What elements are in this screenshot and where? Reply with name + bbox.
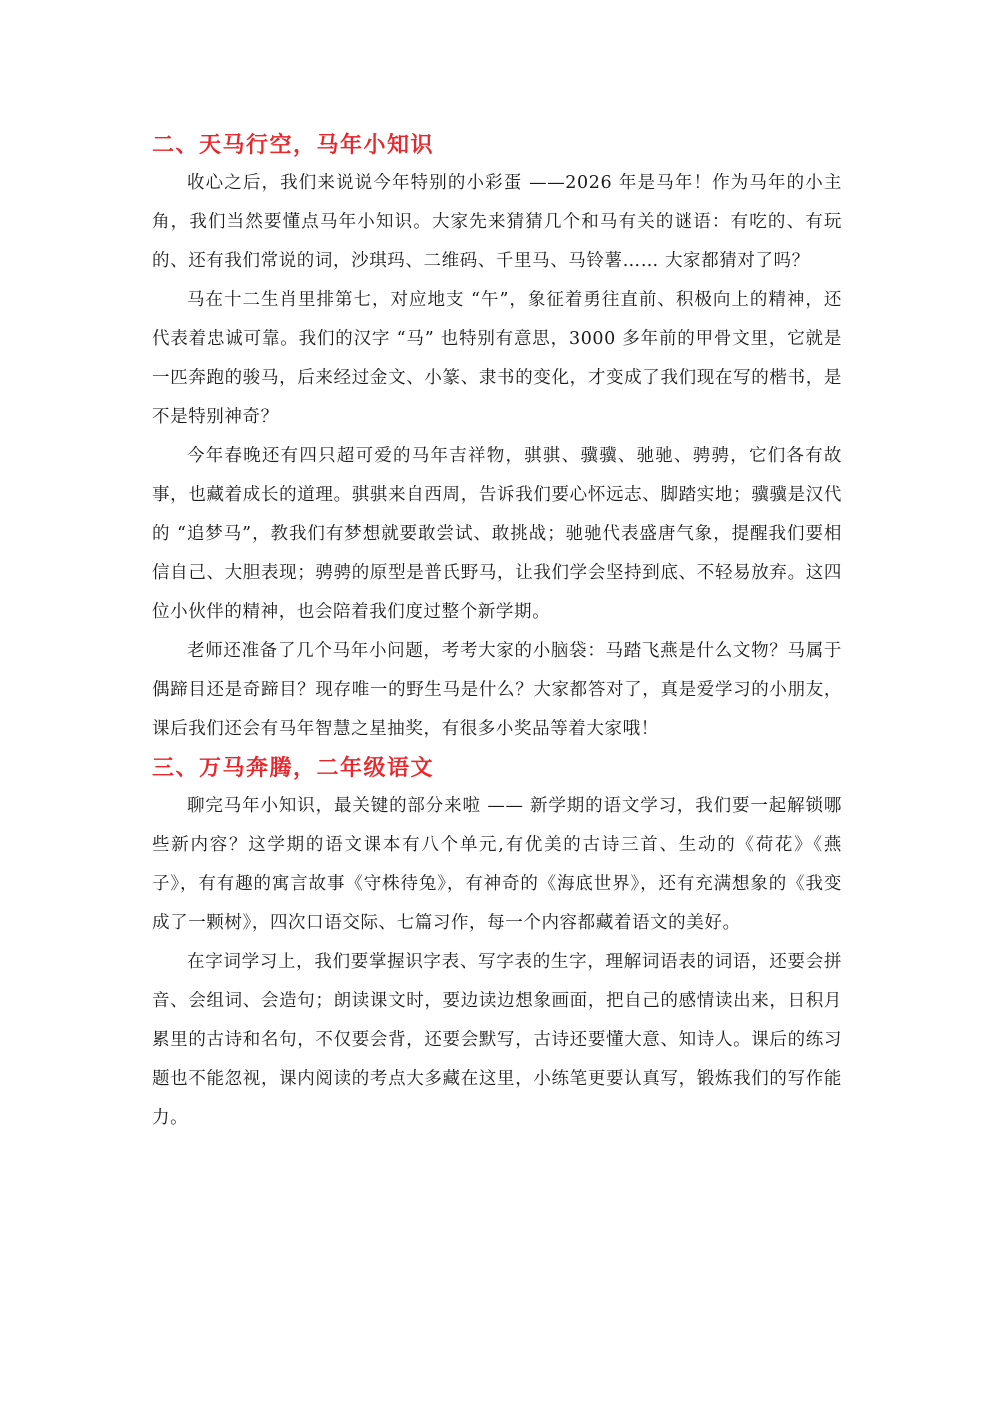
document-page bbox=[152, 126, 842, 1138]
section-heading-3: 三、万马奔腾，二年级语文 bbox=[152, 755, 435, 781]
paragraph: 马在十二生肖里排第七，对应地支 “午”，象征着勇往直前、积极向上的精神，还代表着忠诚可靠。我们的汉字 “马” 也特别有意思，3000 多年前的甲骨文里，它就是一匹奔跑的骏马，后来经过金文、小篆、隶书的变化，才变成了我们现在写的楷书，是不是特别神奇？ bbox=[152, 290, 842, 427]
paragraph: 老师还准备了几个马年小问题，考考大家的小脑袋：马踏飞燕是什么文物？马属于偶蹄目还是奇蹄目？现存唯一的野生马是什么？大家都答对了，真是爱学习的小朋友，课后我们还会有马年智慧之星抽奖，有很多小奖品等着大家哦！ bbox=[152, 641, 842, 739]
paragraph: 收心之后，我们来说说今年特别的小彩蛋 ——2026 年是马年！作为马年的小主角，我们当然要懂点马年小知识。大家先来猜猜几个和马有关的谜语：有吃的、有玩的、还有我们常说的词，沙琪玛、二维码、千里马、马铃薯…… 大家都猜对了吗？ bbox=[152, 173, 842, 271]
paragraph: 今年春晚还有四只超可爱的马年吉祥物，骐骐、骥骥、驰驰、骋骋，它们各有故事，也藏着成长的道理。骐骐来自西周，告诉我们要心怀远志、脚踏实地；骥骥是汉代的 “追梦马”，教我们有梦想就要敢尝试、敢挑战；驰驰代表盛唐气象，提醒我们要相信自己、大胆表现；骋骋的原型是普氏野马，让我们学会坚持到底、不轻易放弃。这四位小伙伴的精神，也会陪着我们度过整个新学期。 bbox=[152, 446, 842, 622]
section-heading-2: 二、天马行空，马年小知识 bbox=[152, 132, 435, 158]
paragraph: 在字词学习上，我们要掌握识字表、写字表的生字，理解词语表的词语，还要会拼音、会组词、会造句；朗读课文时，要边读边想象画面，把自己的感情读出来，日积月累里的古诗和名句，不仅要会背，还要会默写，古诗还要懂大意、知诗人。课后的练习题也不能忽视，课内阅读的考点大多藏在这里，小练笔更要认真写，锻炼我们的写作能力。 bbox=[152, 952, 842, 1128]
paragraph: 聊完马年小知识，最关键的部分来啦 —— 新学期的语文学习，我们要一起解锁哪些新内容？这学期的语文课本有八个单元,有优美的古诗三首、生动的《荷花》《燕子》，有有趣的寓言故事《守株待兔》，有神奇的《海底世界》，还有充满想象的《我变成了一颗树》，四次口语交际、七篇习作，每一个内容都藏着语文的美好。 bbox=[152, 796, 842, 933]
